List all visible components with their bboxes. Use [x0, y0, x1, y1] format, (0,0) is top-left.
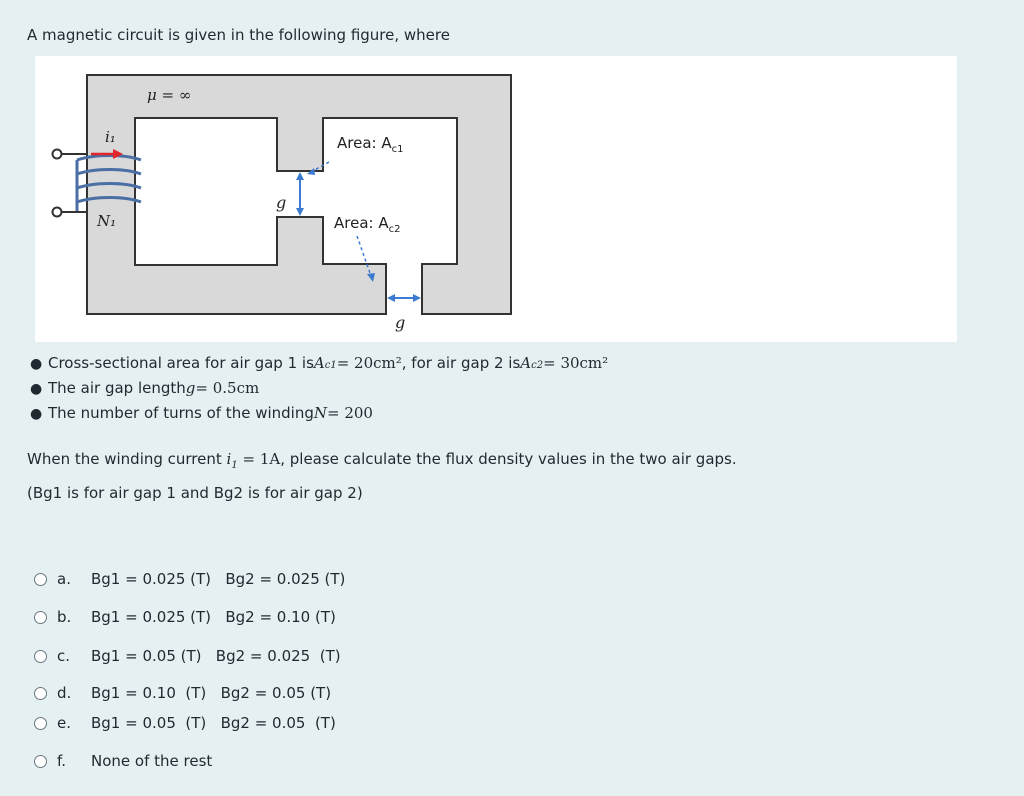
- gap1-arrow-down-icon: [296, 208, 304, 216]
- radio-button[interactable]: [34, 717, 47, 730]
- question-text: When the winding current $i_1 = 1A$, please calculate the flux density values in the two air gaps.: [27, 450, 737, 471]
- terminal-top: [53, 150, 62, 159]
- radio-button[interactable]: [34, 573, 47, 586]
- gap1-label: g: [276, 193, 287, 212]
- bullet-area: ● Cross-sectional area for air gap 1 is A c1 = 20cm² , for air gap 2 is A c2 = 30cm²: [30, 354, 609, 372]
- terminal-bottom: [53, 208, 62, 217]
- magnetic-circuit-figure: [35, 56, 957, 342]
- radio-button[interactable]: [34, 611, 47, 624]
- option-e[interactable]: e. Bg1 = 0.05 (T) Bg2 = 0.05 (T): [34, 714, 336, 732]
- bullet-dot: ●: [30, 406, 43, 422]
- option-d[interactable]: d. Bg1 = 0.10 (T) Bg2 = 0.05 (T): [34, 684, 331, 702]
- bullet-dot: ●: [30, 381, 43, 397]
- bullet-gap-length: ● The air gap length g = 0.5cm: [30, 379, 260, 397]
- area1-label: Area: $A_{c1}$: [337, 134, 404, 155]
- intro-text: A magnetic circuit is given in the following figure, where: [27, 26, 450, 44]
- option-f[interactable]: f. None of the rest: [34, 752, 212, 770]
- radio-button[interactable]: [34, 755, 47, 768]
- radio-button[interactable]: [34, 687, 47, 700]
- radio-button[interactable]: [34, 650, 47, 663]
- mu-label: μ = ∞: [147, 86, 192, 104]
- option-c[interactable]: c. Bg1 = 0.05 (T) Bg2 = 0.025 (T): [34, 647, 341, 665]
- turns-label: N₁: [97, 212, 117, 230]
- option-a[interactable]: a. Bg1 = 0.025 (T) Bg2 = 0.025 (T): [34, 570, 345, 588]
- option-b[interactable]: b. Bg1 = 0.025 (T) Bg2 = 0.10 (T): [34, 608, 336, 626]
- bullet-dot: ●: [30, 356, 43, 372]
- magnetic-circuit-diagram: [35, 56, 957, 342]
- current-label: i₁: [105, 128, 116, 146]
- bullet-turns: ● The number of turns of the winding N = 200: [30, 404, 373, 422]
- question-note: (Bg1 is for air gap 1 and Bg2 is for air gap 2): [27, 484, 363, 502]
- gap1-arrow-up-icon: [296, 172, 304, 180]
- gap2-arrow-left-icon: [387, 294, 395, 302]
- gap2-arrow-right-icon: [413, 294, 421, 302]
- given-values-list: [30, 354, 608, 429]
- area2-label: Area: $A_{c2}$: [334, 214, 401, 235]
- gap2-label: g: [395, 313, 406, 332]
